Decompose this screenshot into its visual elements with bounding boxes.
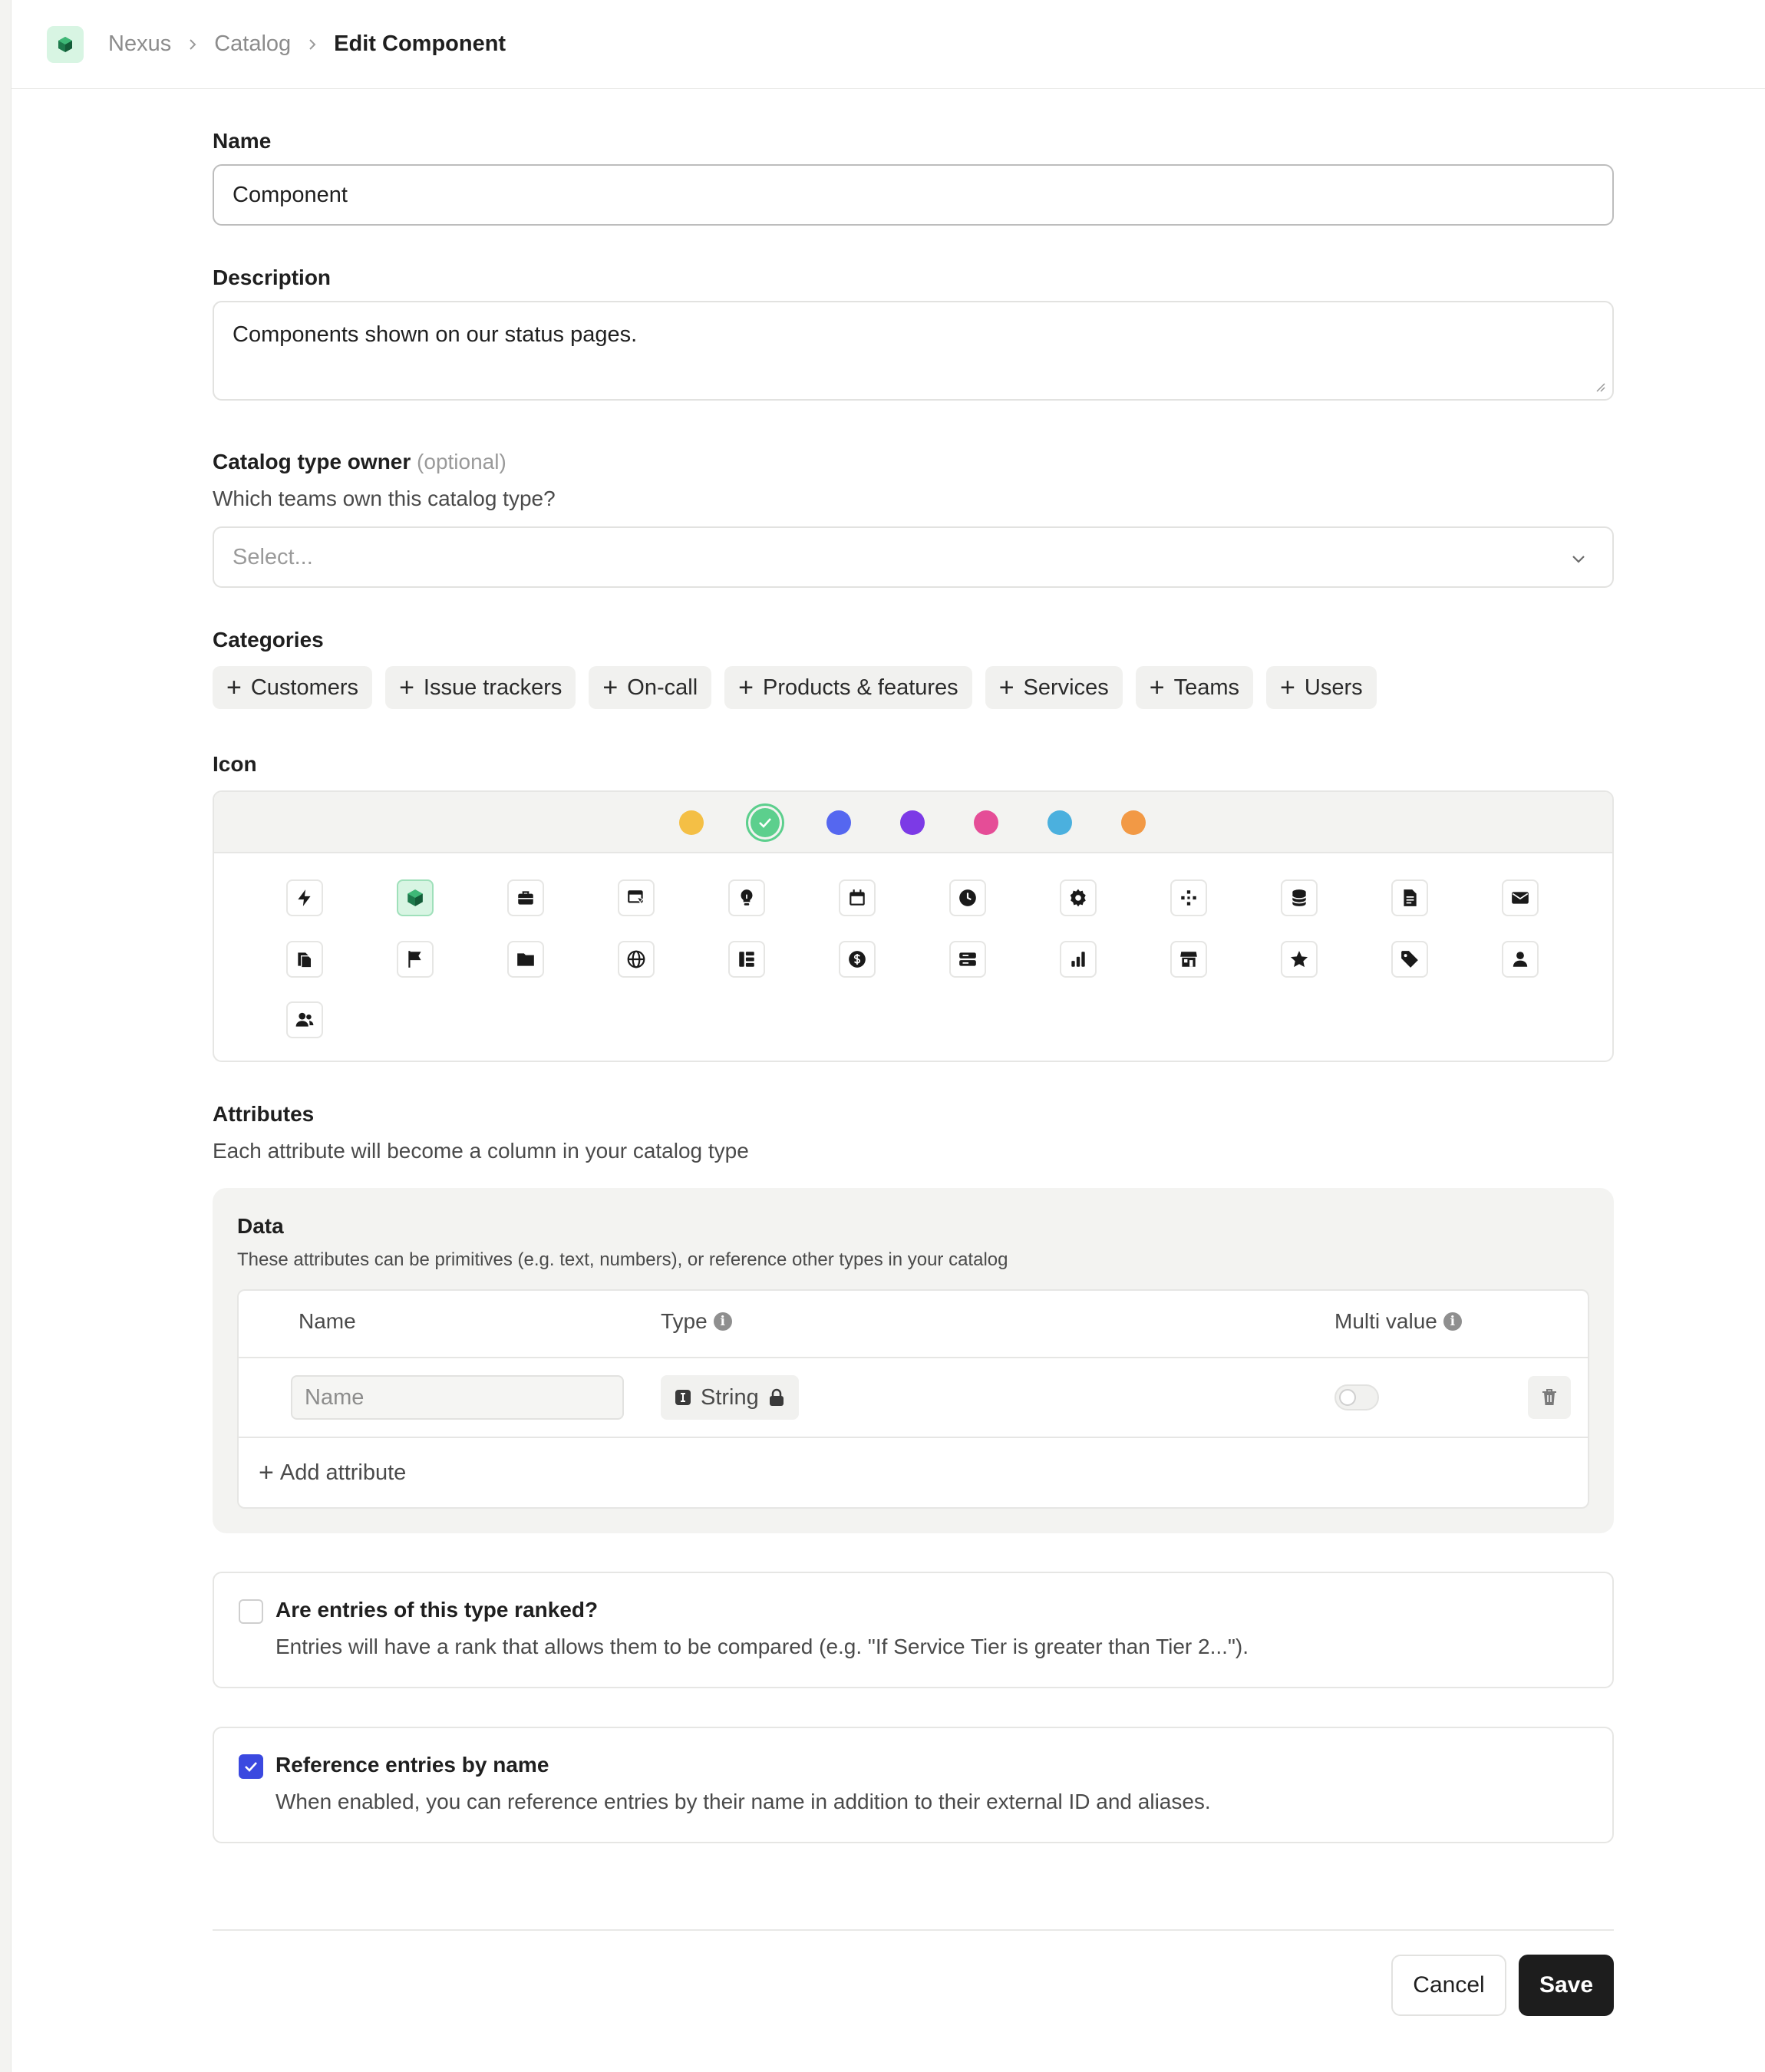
- data-help: These attributes can be primitives (e.g. text, numbers), or reference other types in your catalog: [237, 1249, 1008, 1270]
- folder-icon[interactable]: [507, 941, 544, 978]
- info-icon[interactable]: i: [714, 1312, 732, 1331]
- reference-title: Reference entries by name: [275, 1753, 549, 1777]
- name-label: Name: [213, 129, 272, 153]
- dollar-icon[interactable]: [839, 941, 876, 978]
- trash-icon: [1541, 1388, 1558, 1407]
- server-icon[interactable]: [949, 941, 986, 978]
- table-row-divider: [239, 1437, 1588, 1438]
- bar-chart-icon[interactable]: [1060, 941, 1097, 978]
- categories-label: Categories: [213, 628, 324, 652]
- bolt-icon[interactable]: [286, 879, 323, 916]
- attributes-label: Attributes: [213, 1102, 315, 1126]
- chevron-right-icon: [305, 37, 320, 52]
- resize-handle-icon[interactable]: [1594, 381, 1606, 393]
- table-header-divider: [239, 1357, 1588, 1358]
- data-attributes-box: [213, 1188, 1614, 1533]
- gear-icon[interactable]: [1060, 879, 1097, 916]
- category-label: Services: [1023, 675, 1109, 700]
- color-swatch-green[interactable]: [746, 803, 784, 842]
- star-icon[interactable]: [1281, 941, 1318, 978]
- attribute-type-pill: [661, 1375, 799, 1420]
- plus-icon: +: [602, 673, 619, 702]
- check-icon: [242, 1758, 259, 1775]
- column-header-type: [661, 1309, 732, 1334]
- reference-description: When enabled, you can reference entries by their name in addition to their external ID and aliases.: [275, 1790, 1211, 1813]
- data-title: Data: [237, 1214, 284, 1238]
- owner-help: Which teams own this catalog type?: [213, 487, 556, 510]
- reference-option-card: [213, 1727, 1614, 1843]
- edit-panel: [11, 0, 1765, 2072]
- chevron-down-icon: [1569, 549, 1588, 568]
- owner-label-text: Catalog type owner: [213, 450, 411, 473]
- column-header-multi-label: Multi value: [1334, 1309, 1437, 1333]
- tag-icon[interactable]: [1391, 941, 1428, 978]
- info-icon[interactable]: i: [1443, 1312, 1462, 1331]
- category-chip-teams[interactable]: [1136, 666, 1253, 709]
- attributes-table: [237, 1289, 1589, 1509]
- column-header-type-label: Type: [661, 1309, 708, 1333]
- description-text: Components shown on our status pages.: [233, 322, 638, 347]
- add-attribute-label: Add attribute: [279, 1460, 407, 1485]
- category-label: Issue trackers: [423, 675, 562, 700]
- calendar-icon[interactable]: [839, 879, 876, 916]
- category-chip-products-features[interactable]: [724, 666, 972, 709]
- attribute-type-label: String: [701, 1384, 759, 1410]
- category-label: Products & features: [763, 675, 958, 700]
- cancel-button[interactable]: Cancel: [1391, 1955, 1506, 2016]
- color-swatch-purple[interactable]: [900, 810, 925, 835]
- category-label: Teams: [1173, 675, 1240, 700]
- breadcrumb-catalog[interactable]: Catalog: [214, 31, 292, 56]
- files-icon[interactable]: [286, 941, 323, 978]
- category-label: Users: [1304, 675, 1363, 700]
- ranked-checkbox[interactable]: [239, 1599, 263, 1624]
- briefcase-icon[interactable]: [507, 879, 544, 916]
- column-header-name: Name: [299, 1309, 356, 1333]
- icon-picker: [213, 790, 1614, 1062]
- lightbulb-icon[interactable]: [728, 879, 765, 916]
- plus-icon: +: [998, 673, 1014, 702]
- owner-select[interactable]: [213, 526, 1614, 588]
- color-swatch-orange[interactable]: [1121, 810, 1146, 835]
- color-swatch-blue[interactable]: [826, 810, 851, 835]
- category-chip-services[interactable]: [985, 666, 1123, 709]
- database-icon[interactable]: [1281, 879, 1318, 916]
- globe-icon[interactable]: [618, 941, 655, 978]
- user-icon[interactable]: [1502, 941, 1539, 978]
- categories-list: [213, 666, 1377, 709]
- color-swatch-bar: [214, 792, 1612, 853]
- lock-icon: [768, 1388, 785, 1407]
- clock-icon[interactable]: [949, 879, 986, 916]
- users-icon[interactable]: [286, 1001, 323, 1038]
- network-icon[interactable]: [1170, 879, 1207, 916]
- category-chip-on-call[interactable]: [589, 666, 711, 709]
- top-bar: [12, 0, 1765, 89]
- optional-tag: (optional): [417, 450, 506, 473]
- app-logo[interactable]: [47, 26, 84, 63]
- plus-icon: +: [1149, 673, 1165, 702]
- category-chip-issue-trackers[interactable]: [385, 666, 576, 709]
- multi-value-toggle[interactable]: [1334, 1384, 1379, 1410]
- delete-attribute-button[interactable]: [1528, 1376, 1571, 1419]
- envelope-icon[interactable]: [1502, 879, 1539, 916]
- breadcrumb-current: Edit Component: [334, 31, 506, 56]
- color-swatch-yellow[interactable]: [679, 810, 704, 835]
- chevron-right-icon: [185, 37, 200, 52]
- icon-label: Icon: [213, 752, 257, 776]
- owner-placeholder: Select...: [233, 544, 313, 569]
- list-icon[interactable]: [728, 941, 765, 978]
- reference-checkbox[interactable]: [239, 1754, 263, 1779]
- color-swatch-cyan[interactable]: [1047, 810, 1072, 835]
- description-label: Description: [213, 266, 332, 289]
- plus-icon: +: [399, 673, 414, 702]
- column-header-multi: [1334, 1309, 1462, 1334]
- store-icon[interactable]: [1170, 941, 1207, 978]
- color-swatch-pink[interactable]: [974, 810, 998, 835]
- cube-icon: [56, 35, 74, 54]
- browser-cursor-icon[interactable]: [618, 879, 655, 916]
- name-input[interactable]: Component: [213, 164, 1614, 226]
- ranked-title: Are entries of this type ranked?: [275, 1598, 599, 1622]
- cube-icon[interactable]: [397, 879, 434, 916]
- category-label: Customers: [250, 675, 359, 700]
- flag-icon[interactable]: [397, 941, 434, 978]
- ranked-description: Entries will have a rank that allows them to be compared (e.g. "If Service Tier is greater than Tier 2...").: [275, 1635, 1249, 1658]
- add-attribute-button[interactable]: [259, 1460, 406, 1486]
- plus-icon: +: [738, 673, 754, 702]
- ranked-option-card: [213, 1572, 1614, 1688]
- owner-label: [213, 450, 506, 474]
- footer-divider: [213, 1929, 1614, 1931]
- category-chip-customers[interactable]: [213, 666, 372, 709]
- string-type-icon: [675, 1389, 691, 1406]
- plus-icon: +: [226, 673, 242, 702]
- breadcrumb-nexus[interactable]: Nexus: [108, 31, 172, 56]
- attribute-name-input[interactable]: Name: [291, 1375, 624, 1420]
- save-button[interactable]: Save: [1519, 1955, 1614, 2016]
- category-label: On-call: [627, 675, 698, 700]
- document-icon[interactable]: [1391, 879, 1428, 916]
- category-chip-users[interactable]: [1266, 666, 1377, 709]
- description-input[interactable]: [213, 301, 1614, 401]
- plus-icon: +: [1280, 673, 1295, 702]
- attributes-help: Each attribute will become a column in your catalog type: [213, 1139, 749, 1163]
- check-icon: [756, 813, 774, 832]
- plus-icon: +: [259, 1458, 274, 1487]
